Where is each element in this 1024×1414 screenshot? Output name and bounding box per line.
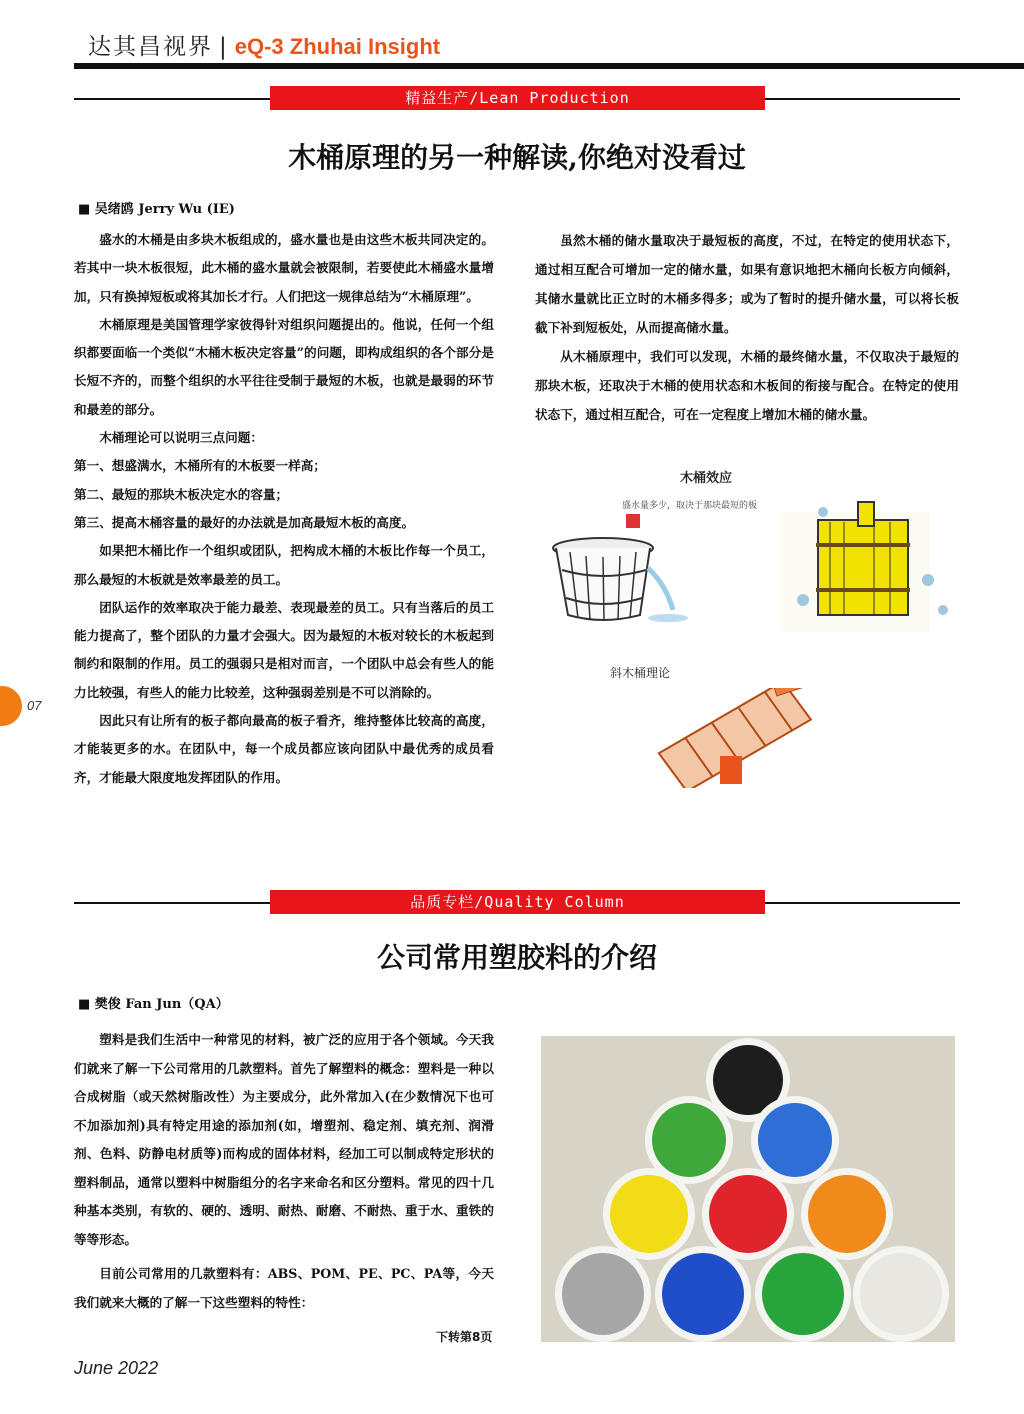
section-banner-lean-production: 精益生产/Lean Production xyxy=(270,86,765,110)
header-title-en: eQ-3 Zhuhai Insight xyxy=(234,34,441,59)
paragraph: 第二、最短的那块木板决定水的容量； xyxy=(74,486,289,502)
article-right-column xyxy=(535,226,959,429)
tilted-bucket-illustration xyxy=(648,688,828,788)
article-author: ■ 吴绪鸥 Jerry Wu (IE) xyxy=(78,202,235,217)
illustration-caption-title: 木桶效应 xyxy=(680,471,733,486)
section-rule-left xyxy=(74,98,270,100)
article-author: ■ 樊俊 Fan Jun（QA） xyxy=(78,997,229,1012)
leaky-bucket-drawing xyxy=(553,538,688,622)
seal-stamp-icon xyxy=(626,514,640,528)
paragraph: 从木桶原理中，我们可以发现，木桶的最终储水量，不仅取决于最短的那块木板，还取决于木桶的使用状态和木板间的衔接与配合。在特定的使用状态下，通过相互配合，可在一定程度上增加木桶的储水量。 xyxy=(535,349,959,422)
yellow-bucket-drawing xyxy=(780,502,948,632)
bucket-drawings xyxy=(548,460,968,650)
article2-column xyxy=(74,1026,494,1317)
plastic-pellets-photo xyxy=(541,1036,955,1342)
article-title: 木桶原理的另一种解读,你绝对没看过 xyxy=(288,141,746,174)
section-rule-left xyxy=(74,902,270,904)
svg-text:木桶效应 xyxy=(680,470,732,486)
tilted-bucket-drawing xyxy=(648,688,828,788)
section-banner-quality-column: 品质专栏/Quality Column xyxy=(270,890,765,914)
header-title-cn: 达其昌视界 xyxy=(88,34,213,60)
page-number: 07 xyxy=(27,698,42,713)
continued-note: 下转第8页 xyxy=(436,1330,493,1344)
paragraph: 虽然木桶的储水量取决于最短板的高度，不过，在特定的使用状态下，通过相互配合可增加一定的储水量，如果有意识地把木桶向长板方向倾斜，其储水量就比正立时的木桶多得多；或为了暂时的提升储水量，可以将长板截下补到短板处，从而提高储水量。 xyxy=(535,233,959,335)
paragraph: 因此只有让所有的板子都向最高的板子看齐，维持整体比较高的高度，才能装更多的水。在团队中，每一个成员都应该向团队中最优秀的成员看齐，才能最大限度地发挥团队的作用。 xyxy=(74,713,494,785)
bucket-effect-illustration xyxy=(548,460,968,650)
paragraph: 第一、想盛满水，木桶所有的木板要一样高； xyxy=(74,458,326,474)
section-rule-right xyxy=(765,98,960,100)
paragraph: 第三、提高木桶容量的最好的办法就是加高最短木板的高度。 xyxy=(74,514,415,530)
paragraph: 木桶原理是美国管理学家彼得针对组织问题提出的。他说，任何一个组织都要面临一个类似“木桶木板决定容量”的问题，即构成组织的各个部分是长短不齐的，而整个组织的水平往往受制于最短的木板，也就是最弱的环节和最差的部分。 xyxy=(74,316,494,417)
header-rule xyxy=(74,63,1024,69)
paragraph: 塑料是我们生活中一种常见的材料，被广泛的应用于各个领域。今天我们就来了解一下公司常用的几款塑料。首先了解塑料的概念：塑料是一种以合成树脂（或天然树脂改性）为主要成分，此外常加入(在少数情况下也可不加添加剂)具有特定用途的添加剂(如，增塑剂、稳定剂、填充剂、润滑剂、色料、防静电材质等)而构成的固体材料，经加工可以制成特定形状的塑料制品，通常以塑料中树脂组分的名字来命名和区分塑料。常见的四十几种基本类别，有软的、硬的、透明、耐热、耐磨、不耐热、重于水、重铁的等等形态。 xyxy=(74,1032,494,1247)
paragraph: 目前公司常用的几款塑料有：ABS、POM、PE、PC、PA等，今天我们就来大概的了解一下这些塑料的特性： xyxy=(74,1266,494,1310)
svg-text:盛水量多少，取决于那块最短的板 xyxy=(622,499,757,511)
paragraph: 木桶理论可以说明三点问题： xyxy=(99,430,263,446)
illustration-caption-sub: 盛水量多少，取决于那块最短的板 xyxy=(622,501,758,511)
page-tab-marker xyxy=(0,686,22,726)
pellet-cups-drawing xyxy=(541,1036,955,1342)
header-separator: | xyxy=(219,34,229,60)
article-left-column xyxy=(74,226,494,792)
article-title: 公司常用塑胶料的介绍 xyxy=(376,941,657,974)
paragraph: 盛水的木桶是由多块木板组成的，盛水量也是由这些木板共同决定的。若其中一块木板很短，此木桶的盛水量就会被限制，若要使此木桶盛水量增加，只有换掉短板或将其加长才行。人们把这一规律总结为“木桶原理”。 xyxy=(74,232,494,304)
paragraph: 团队运作的效率取决于能力最差、表现最差的员工。只有当落后的员工能力提高了，整个团队的力量才会强大。因为最短的木板对较长的木板起到制约和限制的作用。员工的强弱只是相对而言，一个团队中总会有些人的能力比较强，有些人的能力比较差，这种强弱差别是不可以消除的。 xyxy=(74,599,494,700)
magazine-header xyxy=(88,28,440,61)
issue-date: June 2022 xyxy=(74,1358,159,1378)
paragraph: 如果把木桶比作一个组织或团队，把构成木桶的木板比作每一个员工，那么最短的木板就是效率最差的员工。 xyxy=(74,543,494,587)
tilted-bucket-label: 斜木桶理论 xyxy=(610,666,671,680)
section-rule-right xyxy=(765,902,960,904)
